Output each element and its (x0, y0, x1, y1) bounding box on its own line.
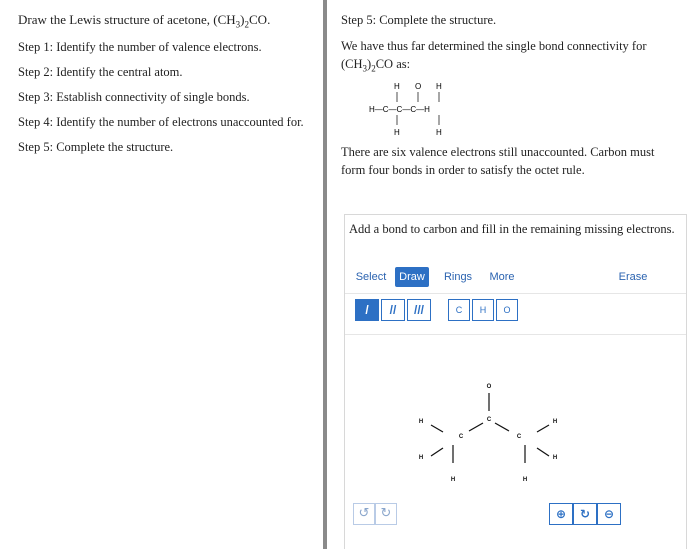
hydrogen-atom-button[interactable]: H (472, 299, 494, 321)
zoom-in-button[interactable]: ⊕ (549, 503, 573, 525)
tab-erase[interactable]: Erase (618, 271, 648, 283)
double-bond-button[interactable]: // (381, 299, 405, 321)
molecule-h-3: H (450, 477, 456, 483)
redo-button[interactable]: ↻ (375, 503, 397, 525)
molecule-h-5: H (552, 455, 558, 461)
triple-bond-button[interactable]: /// (407, 299, 431, 321)
molecule-bond-c-c-right (495, 423, 509, 431)
diagram-chain: H—C—C—C—H (369, 105, 430, 114)
carbon-atom-button[interactable]: C (448, 299, 470, 321)
drawing-widget (344, 214, 687, 549)
zoom-out-button[interactable]: ⊖ (597, 503, 621, 525)
step-2: Step 2: Identify the central atom. (18, 65, 183, 79)
unaccounted-text: There are six valence electrons still unaccounted. Carbon must form four bonds in order to satisfy the octet rule. (341, 145, 655, 177)
step-heading: Step 5: Complete the structure. (341, 13, 497, 27)
molecule-atom-c-center: C (486, 417, 492, 423)
step-4: Step 4: Identify the number of electrons unaccounted for. (18, 115, 304, 129)
molecule-h-1: H (418, 419, 424, 425)
molecule-h-4: H (552, 419, 558, 425)
molecule-bond-h-1 (431, 425, 443, 432)
question-panel (0, 0, 324, 549)
molecule-bond-h-4 (537, 425, 549, 432)
step-panel (327, 0, 700, 549)
molecule-h-2: H (418, 455, 424, 461)
step-1: Step 1: Identify the number of valence electrons. (18, 40, 262, 54)
diagram-h-bottom-right: H (436, 128, 442, 137)
undo-button[interactable]: ↺ (353, 503, 375, 525)
molecule-bond-c-c-left (469, 423, 483, 431)
widget-instruction: Add a bond to carbon and fill in the remaining missing electrons. (349, 222, 675, 236)
molecule-bond-h-2 (431, 448, 443, 456)
diagram-h-top-left: H (394, 82, 400, 91)
tab-more[interactable]: More (489, 271, 515, 283)
tab-rings[interactable]: Rings (443, 271, 473, 283)
molecule-h-6: H (522, 477, 528, 483)
diagram-o-top: O (415, 82, 422, 91)
tab-draw[interactable]: Draw (395, 267, 429, 287)
single-bond-button[interactable]: / (355, 299, 379, 321)
molecule-atom-o: O (486, 384, 492, 390)
connectivity-diagram (367, 80, 477, 138)
step-3: Step 3: Establish connectivity of single bonds. (18, 90, 250, 104)
tab-select[interactable]: Select (355, 271, 387, 283)
tool-tabs (345, 261, 686, 293)
molecule-atom-c-right: C (516, 434, 522, 440)
tool-row (345, 293, 686, 335)
molecule-atom-c-left: C (458, 434, 464, 440)
step-5: Step 5: Complete the structure. (18, 140, 174, 154)
intro-text: We have thus far determined the single bond connectivity for $(CH_3)_2CO$ as: (341, 39, 647, 74)
molecule-bond-h-5 (537, 448, 549, 456)
oxygen-atom-button[interactable]: O (496, 299, 518, 321)
reset-zoom-button[interactable]: ↻ (573, 503, 597, 525)
diagram-h-top-right: H (436, 82, 442, 91)
diagram-h-bottom-left: H (394, 128, 400, 137)
question-title: Draw the Lewis structure of acetone, $(CH_3)_2CO$. (18, 12, 271, 30)
